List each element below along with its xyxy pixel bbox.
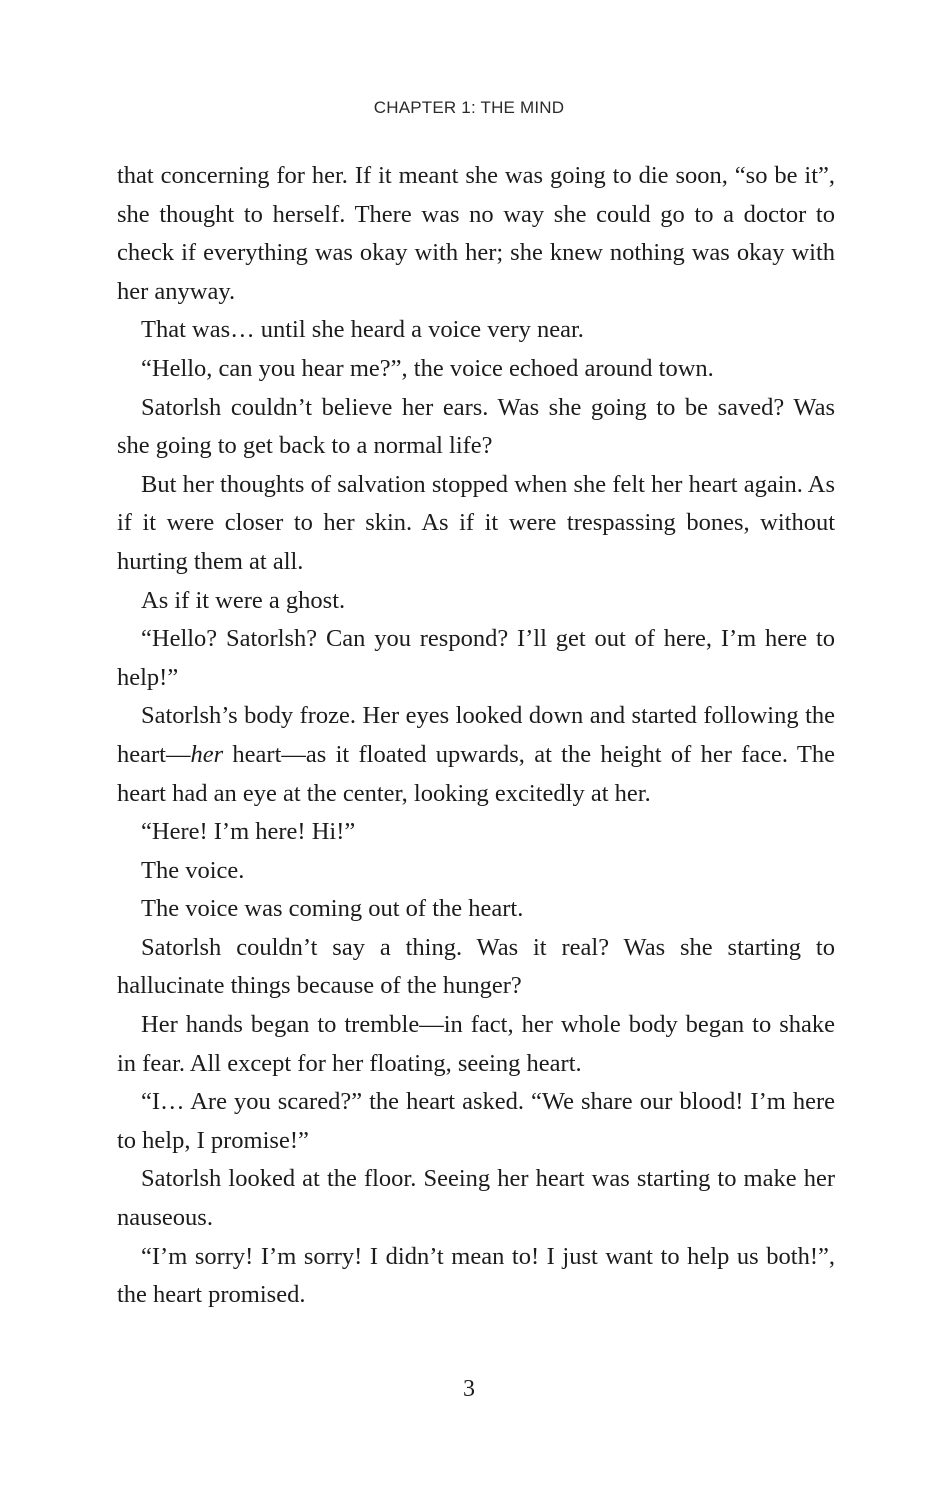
body-text xyxy=(117,157,835,1315)
paragraph: The voice was coming out of the heart. xyxy=(141,895,524,923)
paragraph xyxy=(117,697,835,813)
paragraph: “I… Are you scared?” the heart asked. “We share our blood! I’m here to help, I promise!” xyxy=(117,1088,835,1154)
paragraph: As if it were a ghost. xyxy=(141,586,346,614)
running-head: CHAPTER 1: THE MIND xyxy=(373,98,565,117)
emphasis-text: her xyxy=(190,740,224,768)
paragraph: The voice. xyxy=(141,856,245,884)
paragraph-text: heart—as it floated upwards, at the height of her face. The heart had an eye at the center, looking excitedly at her. xyxy=(117,740,835,807)
paragraph: “I’m sorry! I’m sorry! I didn’t mean to! I just want to help us both!”, the heart promised. xyxy=(117,1242,835,1309)
paragraph: But her thoughts of salvation stopped when she felt her heart again. As if it were closer to her skin. As if it were trespassing bones, without hurting them at all. xyxy=(117,470,835,575)
paragraph: Satorlsh couldn’t say a thing. Was it real? Was she starting to hallucinate things because of the hunger? xyxy=(117,933,835,1000)
paragraph: “Hello? Satorlsh? Can you respond? I’ll get out of here, I’m here to help!” xyxy=(117,625,835,691)
page-number: 3 xyxy=(463,1376,475,1402)
paragraph: that concerning for her. If it meant she was going to die soon, “so be it”, she thought to herself. There was no way she could go to a doctor to check if everything was okay with her; she knew nothing was okay with her anyway. xyxy=(117,162,835,305)
paragraph: Satorlsh looked at the floor. Seeing her heart was starting to make her nauseous. xyxy=(117,1165,835,1232)
paragraph: “Here! I’m here! Hi!” xyxy=(141,818,356,846)
paragraph: Satorlsh couldn’t believe her ears. Was she going to be saved? Was she going to get back to a normal life? xyxy=(117,393,835,460)
paragraph: “Hello, can you hear me?”, the voice echoed around town. xyxy=(141,354,714,382)
paragraph: That was… until she heard a voice very near. xyxy=(141,316,584,344)
paragraph-text: Satorlsh’s body froze. Her eyes looked down and started following the heart— xyxy=(117,702,835,768)
paragraph: Her hands began to tremble—in fact, her whole body began to shake in fear. All except for her floating, seeing heart. xyxy=(117,1011,835,1077)
